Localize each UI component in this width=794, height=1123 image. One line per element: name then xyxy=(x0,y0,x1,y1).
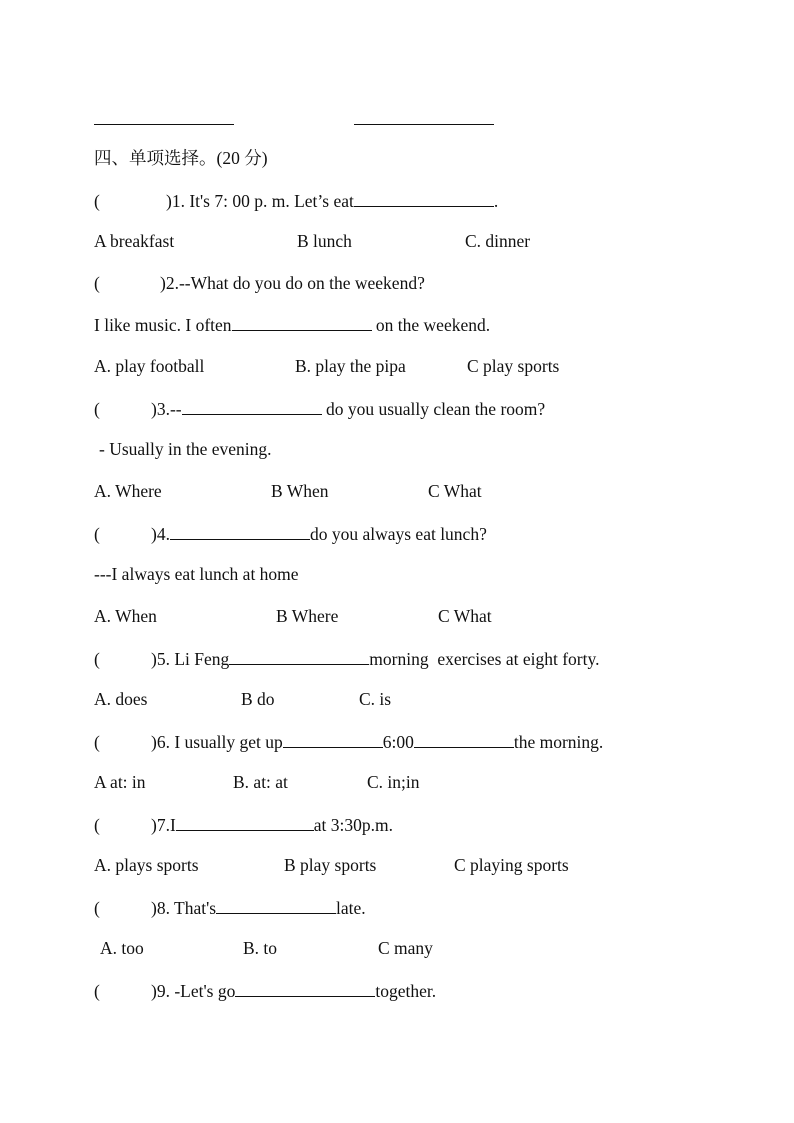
q2-option-c: C play sports xyxy=(467,356,560,376)
question-5 xyxy=(94,648,599,669)
q6-suffix: the morning. xyxy=(513,732,604,752)
q3-blank[interactable] xyxy=(182,398,322,415)
q7-prefix: )7.I xyxy=(151,815,176,835)
q5-option-b: B do xyxy=(241,689,275,709)
question-4-line-2: ---I always eat lunch at home xyxy=(94,564,299,584)
question-4 xyxy=(94,523,487,544)
q8-option-a: A. too xyxy=(100,938,144,958)
q3-option-c: C What xyxy=(428,481,482,501)
q4-option-b: B Where xyxy=(276,606,339,626)
answer-paren: ( xyxy=(94,732,100,752)
answer-line-right xyxy=(354,124,494,125)
q1-suffix: . xyxy=(493,191,499,211)
q6-middle: 6:00 xyxy=(382,732,414,752)
question-6 xyxy=(94,731,603,752)
q4-option-a: A. When xyxy=(94,606,157,626)
question-2-line-2 xyxy=(94,314,490,335)
q5-option-a: A. does xyxy=(94,689,148,709)
q6-option-c: C. in;in xyxy=(367,772,420,792)
q6-prefix: )6. I usually get up xyxy=(151,732,283,752)
q3-prefix: )3.-- xyxy=(151,399,182,419)
q5-option-c: C. is xyxy=(359,689,392,709)
question-9 xyxy=(94,980,436,1001)
question-7 xyxy=(94,814,393,835)
q5-blank[interactable] xyxy=(229,648,369,665)
q2-line2-suffix: on the weekend. xyxy=(375,315,491,335)
q7-suffix: at 3:30p.m. xyxy=(313,815,394,835)
q1-option-a: A breakfast xyxy=(94,231,175,251)
answer-paren: ( xyxy=(94,898,100,918)
q3-option-b: B When xyxy=(271,481,329,501)
answer-paren: ( xyxy=(94,191,100,211)
q9-prefix: )9. -Let's go xyxy=(151,981,236,1001)
answer-paren: ( xyxy=(94,649,100,669)
answer-paren: ( xyxy=(94,399,100,419)
answer-paren: ( xyxy=(94,981,100,1001)
question-1 xyxy=(94,190,498,211)
question-2 xyxy=(94,273,425,293)
q1-option-c: C. dinner xyxy=(465,231,531,251)
question-3 xyxy=(94,398,545,419)
q8-option-b: B. to xyxy=(243,938,278,958)
q2-option-a: A. play football xyxy=(94,356,205,376)
answer-line-left xyxy=(94,124,234,125)
q4-blank[interactable] xyxy=(170,523,310,540)
answer-paren: ( xyxy=(94,273,100,293)
q3-suffix: do you usually clean the room? xyxy=(325,399,546,419)
q2-prefix: )2.--What do you do on the weekend? xyxy=(160,273,425,293)
answer-paren: ( xyxy=(94,815,100,835)
q8-blank[interactable] xyxy=(216,897,336,914)
q2-blank[interactable] xyxy=(232,314,372,331)
q2-line2-prefix: I like music. I often xyxy=(94,315,232,335)
q6-blank-1[interactable] xyxy=(283,731,383,748)
q3-option-a: A. Where xyxy=(94,481,162,501)
q8-option-c: C many xyxy=(378,938,433,958)
q7-option-c: C playing sports xyxy=(454,855,569,875)
q1-prefix: )1. It's 7: 00 p. m. Let’s eat xyxy=(166,191,354,211)
q4-prefix: )4. xyxy=(151,524,170,544)
q5-prefix: )5. Li Feng xyxy=(151,649,230,669)
q5-suffix: morning exercises at eight forty. xyxy=(369,649,600,669)
q4-option-c: C What xyxy=(438,606,492,626)
q7-option-a: A. plays sports xyxy=(94,855,199,875)
q8-suffix: late. xyxy=(336,898,366,918)
answer-paren: ( xyxy=(94,524,100,544)
q6-option-b: B. at: at xyxy=(233,772,288,792)
q1-option-b: B lunch xyxy=(297,231,352,251)
section-title: 四、单项选择。(20 分) xyxy=(94,148,268,168)
question-8 xyxy=(94,897,366,918)
q4-suffix: do you always eat lunch? xyxy=(309,524,487,544)
q2-option-b: B. play the pipa xyxy=(295,356,406,376)
q9-suffix: together. xyxy=(375,981,437,1001)
q6-blank-2[interactable] xyxy=(414,731,514,748)
q9-blank[interactable] xyxy=(235,980,375,997)
q7-blank[interactable] xyxy=(176,814,314,831)
q6-option-a: A at: in xyxy=(94,772,146,792)
q1-blank[interactable] xyxy=(354,190,494,207)
question-3-line-2: - Usually in the evening. xyxy=(99,439,272,459)
q7-option-b: B play sports xyxy=(284,855,377,875)
q8-prefix: )8. That's xyxy=(151,898,217,918)
